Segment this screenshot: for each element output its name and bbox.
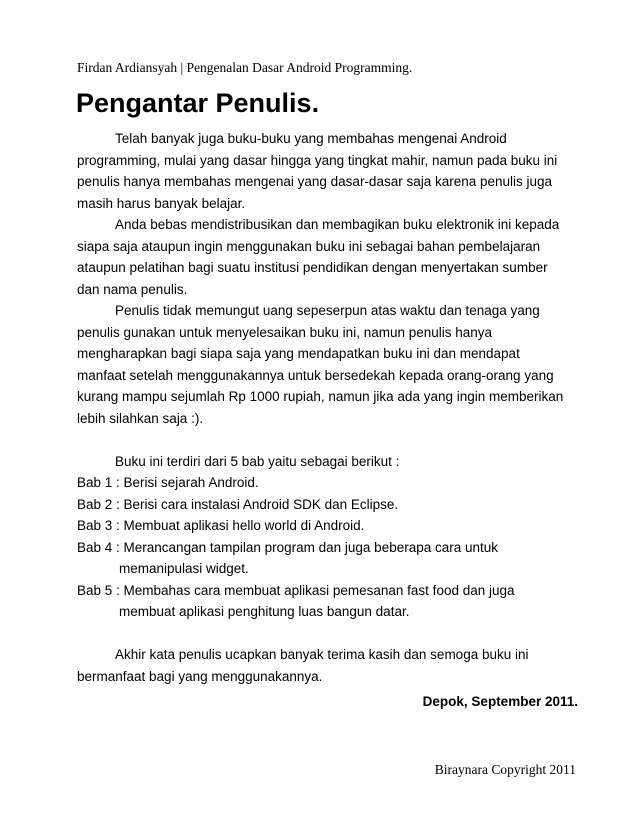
chapter-item-5: Bab 5 : Membahas cara membuat aplikasi pemesanan fast food dan juga membuat aplikasi penghitung luas bangun datar. (77, 582, 515, 619)
paragraph-closing: Akhir kata penulis ucapkan banyak terima kasih dan semoga buku ini bermanfaat bagi yang menggunakannya. (77, 647, 529, 684)
page-header: Firdan Ardiansyah | Pengenalan Dasar Android Programming. (77, 60, 413, 75)
page-footer: Biraynara Copyright 2011 (434, 762, 576, 777)
paragraph-distribution: Anda bebas mendistribusikan dan membagikan buku elektronik ini kepada siapa saja ataupun ingin menggunakan buku ini sebagai bahan pembelajaran ataupun pelatihan bagi suatu institusi pendidikan dengan menyertakan sumber dan nama penulis. (77, 217, 560, 297)
paragraph-intro: Telah banyak juga buku-buku yang membahas mengenai Android programming, mulai yang dasar hingga yang tingkat mahir, namun pada buku ini penulis hanya membahas mengenai yang dasar-dasar saja karena penulis juga masih harus banyak belajar. (77, 131, 558, 211)
chapter-item-3: Bab 3 : Membuat aplikasi hello world di Android. (77, 518, 365, 533)
page-title: Pengantar Penulis. (76, 88, 320, 118)
spacer (77, 623, 572, 645)
chapter-item-2: Bab 2 : Berisi cara instalasi Android SDK dan Eclipse. (77, 496, 399, 512)
document-body (77, 128, 572, 687)
chapters-intro: Buku ini terdiri dari 5 bab yaitu sebagai berikut : (115, 453, 400, 469)
chapter-item-1: Bab 1 : Berisi sejarah Android. (77, 475, 259, 490)
signature-line: Depok, September 2011. (422, 694, 578, 709)
chapter-item-4: Bab 4 : Merancangan tampilan program dan juga beberapa cara untuk memanipulasi widget. (77, 539, 499, 576)
paragraph-donation: Penulis tidak memungut uang sepeserpun atas waktu dan tenaga yang penulis gunakan untuk menyelesaikan buku ini, namun penulis hanya mengharapkan bagi siapa saja yang mendapatkan buku ini dan mendapat manfaat setelah menggunakannya untuk bersedekah kepada orang-orang yang kurang mampu sejumlah Rp 1000 rupiah, namun jika ada yang ingin memberikan lebih silahkan saja :). (77, 303, 564, 426)
spacer (77, 429, 572, 451)
